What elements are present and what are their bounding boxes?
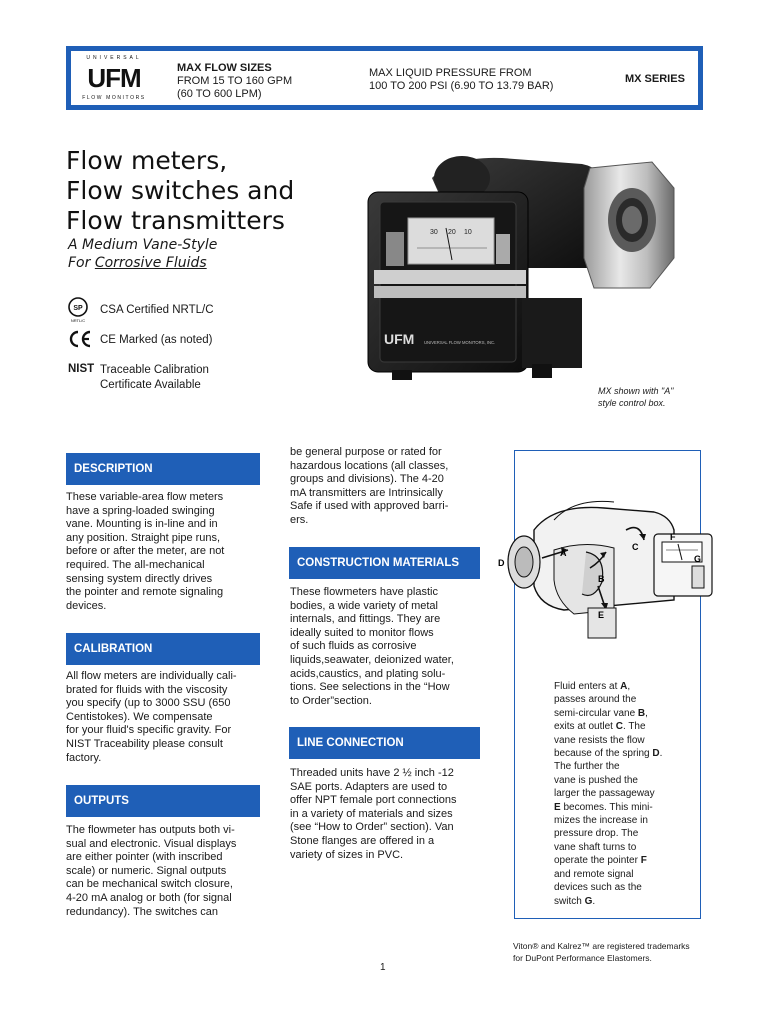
diagram-label-e: E [598, 610, 605, 620]
outputs-continued-body [290, 446, 486, 528]
diagram-label-d: D [498, 558, 505, 568]
line-connection-line: variety of sizes in PVC. [290, 848, 404, 861]
photo-company: UNIVERSAL FLOW MONITORS, INC. [424, 340, 496, 345]
diagram-line: Fluid enters at A, [554, 681, 631, 692]
diagram-line: vane resists the flow [554, 734, 645, 746]
construction-line: internals, and fittings. They are [290, 613, 441, 626]
description-body [66, 491, 262, 613]
line-connection-line: in a variety of materials and sizes [290, 807, 453, 820]
diagram-line: pressure drop. The [554, 828, 639, 840]
outputs-line: can be mechanical switch closure, [66, 878, 233, 891]
outputs-line: scale) or numeric. Signal outputs [66, 864, 227, 877]
diagram-label-b: B [598, 574, 605, 584]
csa-icon [68, 297, 90, 328]
diagram-line: switch G. [554, 895, 596, 907]
caption-line2: style control box. [598, 398, 666, 408]
diagram-label-f: F [670, 532, 676, 542]
diagram-line: E becomes. This mini- [554, 801, 653, 813]
gauge-label-20: 20 [448, 229, 456, 236]
calibration-line: you specify (up to 3000 SSU (650 [66, 697, 231, 710]
description-line: These variable-area flow meters [66, 491, 224, 503]
max-flow-sizes-title: MAX FLOW SIZES [177, 62, 272, 74]
continued-line: Safe if used with approved barri- [290, 500, 449, 513]
header-bar [66, 46, 703, 110]
construction-line: liquids,seawater, deionized water, [290, 653, 454, 666]
line-connection-body [290, 767, 486, 862]
caption-line1: MX shown with "A" [598, 386, 674, 396]
max-pressure-line2: 100 TO 200 PSI (6.90 TO 13.79 BAR) [369, 80, 554, 92]
diagram-line: larger the passageway [554, 788, 655, 800]
outputs-line: redundancy). The switches can [66, 905, 219, 918]
diagram-line: vane is pushed the [554, 774, 638, 786]
construction-line: to Order”section. [290, 694, 372, 707]
subtitle-line2 [68, 254, 217, 272]
series-label: MX SERIES [625, 73, 685, 85]
logo-top-text: UNIVERSAL [86, 55, 142, 61]
calibration-line: NIST Traceability please consult [66, 737, 223, 750]
line-connection-line: offer NPT female port connections [290, 794, 457, 807]
trademark-note [513, 940, 690, 964]
description-line: sensing system directly drives [66, 572, 213, 585]
line-connection-line: (see “How to Order” section). Van [290, 821, 454, 834]
diagram-line: because of the spring D. [554, 748, 663, 760]
photo-brand: UFM [384, 331, 415, 347]
max-pressure-line1: MAX LIQUID PRESSURE FROM [369, 67, 532, 79]
subtitle-underlined: Corrosive Fluids [94, 255, 207, 271]
diagram-line: and remote signal [554, 868, 634, 880]
ce-mark-icon [67, 330, 93, 353]
continued-line: mA transmitters are Intrinsically [290, 486, 443, 499]
svg-text:SP: SP [73, 305, 83, 312]
diagram-explanation [554, 680, 694, 908]
logo-bottom-text: FLOW MONITORS [82, 95, 146, 101]
ce-cert-text: CE Marked (as noted) [100, 334, 213, 346]
continued-line: ers. [290, 513, 309, 526]
ufm-logo [79, 55, 149, 103]
subtitle-line1: A Medium Vane-Style [68, 237, 218, 253]
construction-body [290, 586, 486, 708]
photo-caption [598, 385, 673, 409]
title-line3: Flow transmitters [66, 206, 285, 235]
gauge-label-10: 10 [464, 229, 472, 236]
construction-line: acids,caustics, and plating solu- [290, 667, 446, 680]
max-flow-sizes-line1: FROM 15 TO 160 GPM [177, 75, 293, 87]
description-line: devices. [66, 599, 107, 612]
calibration-line: Centistokes). We compensate [66, 710, 213, 723]
page-subtitle [68, 236, 217, 272]
diagram-line: operate the pointer F [554, 855, 647, 867]
gauge-label-30: 30 [430, 229, 438, 236]
line-connection-line: Threaded units have 2 ½ inch -12 [290, 767, 454, 779]
diagram-label-g: G [694, 554, 702, 564]
description-line: any position. Straight pipe runs, [66, 531, 221, 544]
diagram-label-c: C [632, 542, 639, 552]
diagram-line: vane shaft turns to [554, 841, 637, 853]
diagram-line: mizes the increase in [554, 815, 648, 827]
description-heading: DESCRIPTION [66, 453, 260, 485]
nist-label: NIST [68, 363, 95, 375]
outputs-body [66, 824, 262, 919]
subtitle-prefix: For [68, 255, 95, 271]
outputs-line: are either pointer (with inscribed [66, 851, 223, 864]
diagram-line: passes around the [554, 694, 637, 706]
construction-heading: CONSTRUCTION MATERIALS [289, 547, 480, 579]
page-number: 1 [380, 962, 386, 973]
diagram-label-a: A [560, 548, 567, 558]
construction-line: These flowmeters have plastic [290, 586, 438, 598]
calibration-line: brated for fluids with the viscosity [66, 683, 228, 696]
description-line: have a spring-loaded swinging [66, 504, 215, 517]
diagram-line: devices such as the [554, 882, 642, 894]
nist-text-line1: Traceable Calibration [100, 364, 209, 376]
outputs-line: The flowmeter has outputs both vi- [66, 824, 235, 836]
description-line: vane. Mounting is in-line and in [66, 518, 218, 531]
description-line: the pointer and remote signaling [66, 586, 224, 599]
title-line1: Flow meters, [66, 146, 228, 175]
continued-line: hazardous locations (all classes, [290, 459, 449, 472]
flow-cutaway-diagram [494, 490, 720, 660]
construction-line: ideally suited to monitor flows [290, 626, 434, 639]
outputs-line: sual and electronic. Visual displays [66, 837, 237, 850]
calibration-line: All flow meters are individually cali- [66, 670, 237, 682]
svg-text:NRTL/C: NRTL/C [70, 318, 86, 323]
calibration-line: factory. [66, 751, 102, 764]
product-photo [362, 148, 682, 384]
construction-line: bodies, a wide variety of metal [290, 599, 438, 612]
diagram-line: semi-circular vane B, [554, 707, 648, 719]
construction-line: of such fluids as corrosive [290, 640, 417, 653]
continued-line: groups and divisions). The 4-20 [290, 473, 444, 486]
max-flow-sizes-line2: (60 TO 600 LPM) [177, 88, 262, 100]
csa-cert-text: CSA Certified NRTL/C [100, 304, 214, 316]
calibration-heading: CALIBRATION [66, 633, 260, 665]
outputs-heading: OUTPUTS [66, 785, 260, 817]
diagram-line: exits at outlet C. The [554, 721, 646, 733]
page-title [66, 146, 294, 236]
nist-cert-text [100, 363, 209, 393]
calibration-body [66, 670, 262, 765]
trademark-line2: for DuPont Performance Elastomers. [513, 953, 652, 963]
line-connection-line: SAE ports. Adapters are used to [290, 780, 448, 793]
outputs-line: 4-20 mA analog or both (for signal [66, 891, 232, 904]
diagram-line: The further the [554, 761, 620, 773]
description-line: required. The all-mechanical [66, 558, 205, 571]
line-connection-line: Stone flanges are offered in a [290, 834, 435, 847]
line-connection-heading: LINE CONNECTION [289, 727, 480, 759]
logo-main-text: UFM [87, 63, 141, 93]
title-line2: Flow switches and [66, 176, 295, 205]
nist-text-line2: Certificate Available [100, 379, 201, 391]
construction-line: tions. See selections in the “How [290, 681, 450, 694]
continued-line: be general purpose or rated for [290, 446, 442, 458]
calibration-line: for your fluid's specific gravity. For [66, 724, 232, 737]
description-line: before or after the meter, are not [66, 545, 225, 558]
trademark-line1: Viton® and Kalrez™ are registered trademarks [513, 941, 690, 951]
